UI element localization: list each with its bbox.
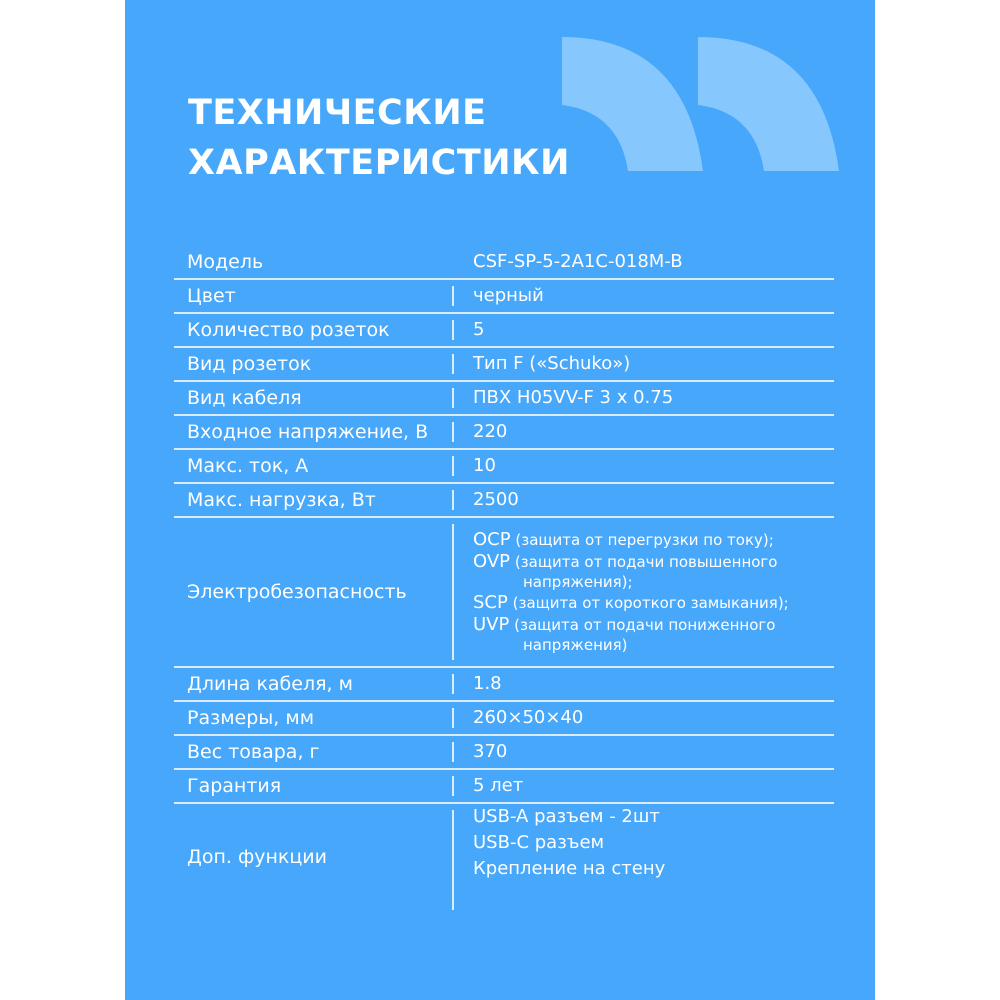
spec-value — [454, 529, 834, 655]
spec-row-extra — [174, 804, 834, 910]
spec-label: Макс. ток, А — [187, 455, 309, 477]
spec-value: 1.8 — [473, 673, 502, 694]
spec-row-cable-type — [174, 382, 834, 416]
spec-value: Тип F («Schuko») — [473, 353, 631, 374]
title-line-1: ТЕХНИЧЕСКИЕ — [188, 93, 487, 133]
spec-value: 220 — [473, 421, 508, 442]
spec-row-safety — [174, 518, 834, 668]
spec-label: Длина кабеля, м — [187, 673, 353, 695]
spec-label: Вес товара, г — [187, 741, 320, 763]
spec-row-max-current — [174, 450, 834, 484]
spec-row-dimensions — [174, 702, 834, 736]
safety-text: (защита от подачи пониженного — [514, 616, 776, 634]
spec-row-weight — [174, 736, 834, 770]
spec-label: Гарантия — [187, 775, 282, 797]
safety-code: SCP — [473, 592, 508, 613]
safety-text: (защита от короткого замыкания); — [512, 594, 789, 612]
list-item: USB-A разъем - 2шт — [473, 806, 660, 827]
safety-text: (защита от перегрузки по току); — [515, 531, 774, 549]
spec-row-model — [174, 246, 834, 280]
spec-card — [125, 0, 875, 1000]
spec-value: 5 лет — [473, 775, 524, 796]
spec-value — [454, 804, 834, 910]
spec-value: 2500 — [473, 489, 519, 510]
safety-text: (защита от подачи повышенного — [514, 553, 778, 571]
spec-label: Вид розеток — [187, 353, 312, 375]
spec-table — [174, 246, 834, 910]
spec-value: CSF-SP-5-2A1C-018M-B — [473, 251, 683, 272]
extra-list — [473, 804, 834, 882]
spec-value: ПВХ H05VV-F 3 х 0.75 — [473, 387, 674, 408]
spec-label: Цвет — [187, 285, 236, 307]
spec-label: Размеры, мм — [187, 707, 315, 729]
spec-value: 10 — [473, 455, 496, 476]
safety-text-continued: напряжения) — [523, 636, 628, 654]
spec-row-color — [174, 280, 834, 314]
page-title — [188, 88, 570, 188]
safety-code: OVP — [473, 551, 511, 572]
list-item: USB-C разъем — [473, 832, 605, 853]
spec-label: Электробезопасность — [187, 581, 407, 603]
spec-row-outlet-type — [174, 348, 834, 382]
list-item — [473, 592, 834, 614]
list-item — [473, 614, 834, 655]
spec-label: Входное напряжение, В — [187, 421, 429, 443]
spec-value: черный — [473, 285, 544, 306]
spec-value: 260×50×40 — [473, 707, 584, 728]
spec-label: Вид кабеля — [187, 387, 302, 409]
safety-text-continued: напряжения); — [523, 573, 633, 591]
safety-list — [473, 529, 834, 655]
title-line-2: ХАРАКТЕРИСТИКИ — [188, 143, 570, 183]
spec-row-max-load — [174, 484, 834, 518]
safety-code: UVP — [473, 614, 510, 635]
list-item — [473, 529, 834, 551]
spec-label: Модель — [187, 251, 264, 273]
list-item — [473, 551, 834, 592]
spec-row-outlets-count — [174, 314, 834, 348]
spec-value: 5 — [473, 319, 485, 340]
spec-label: Количество розеток — [187, 319, 390, 341]
spec-label: Макс. нагрузка, Вт — [187, 489, 376, 511]
spec-value: 370 — [473, 741, 508, 762]
spec-label: Доп. функции — [187, 846, 327, 868]
spec-row-warranty — [174, 770, 834, 804]
spec-row-cable-length — [174, 668, 834, 702]
spec-row-input-voltage — [174, 416, 834, 450]
list-item: Крепление на стену — [473, 858, 666, 879]
safety-code: OCP — [473, 529, 511, 550]
